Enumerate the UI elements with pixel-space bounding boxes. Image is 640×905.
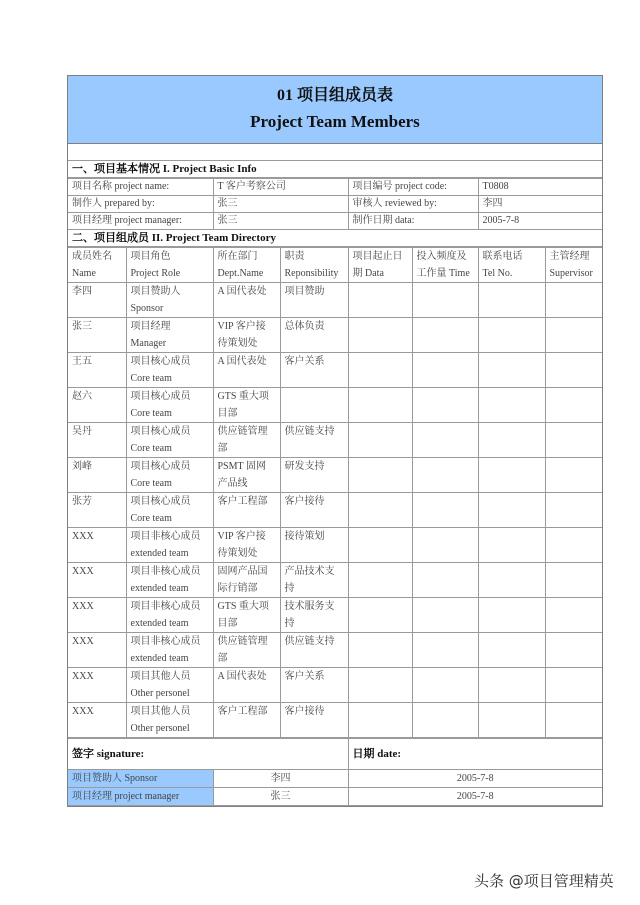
signature-label: 签字 signature: bbox=[68, 739, 348, 770]
section-directory-title: 二、项目组成员 II. Project Team Directory bbox=[68, 230, 602, 247]
member-workload bbox=[412, 528, 478, 563]
member-tel bbox=[478, 283, 545, 318]
member-supervisor bbox=[545, 388, 602, 423]
member-responsibility: 供应链支持 bbox=[280, 423, 348, 458]
member-dates bbox=[348, 388, 412, 423]
table-row bbox=[68, 598, 602, 633]
member-dept: GTS 重大项目部 bbox=[213, 598, 280, 633]
member-role: 项目其他人员 Other personel bbox=[126, 668, 213, 703]
table-row bbox=[68, 458, 602, 493]
info-label: 审核人 reviewed by: bbox=[348, 196, 478, 213]
member-tel bbox=[478, 423, 545, 458]
member-dept: GTS 重大项目部 bbox=[213, 388, 280, 423]
member-tel bbox=[478, 388, 545, 423]
info-row bbox=[68, 179, 602, 196]
member-dates bbox=[348, 493, 412, 528]
member-role: 项目其他人员 Other personel bbox=[126, 703, 213, 738]
member-responsibility: 客户接待 bbox=[280, 493, 348, 528]
table-row bbox=[68, 528, 602, 563]
member-role: 项目核心成员 Core team bbox=[126, 458, 213, 493]
info-value: T0808 bbox=[478, 179, 602, 196]
member-dept: 客户工程部 bbox=[213, 493, 280, 528]
header-responsibility: 职责 Reponsibility bbox=[280, 248, 348, 283]
member-tel bbox=[478, 493, 545, 528]
info-row bbox=[68, 196, 602, 213]
member-dept: 供应链管理部 bbox=[213, 633, 280, 668]
header-workload: 投入频度及 工作量 Time bbox=[412, 248, 478, 283]
watermark-text: 头条 @项目管理精英 bbox=[474, 872, 614, 890]
member-name: 李四 bbox=[68, 283, 126, 318]
table-row bbox=[68, 703, 602, 738]
member-responsibility: 产品技术支持 bbox=[280, 563, 348, 598]
member-supervisor bbox=[545, 353, 602, 388]
member-role: 项目经理 Manager bbox=[126, 318, 213, 353]
member-workload bbox=[412, 563, 478, 598]
info-value: 2005-7-8 bbox=[478, 213, 602, 230]
member-tel bbox=[478, 353, 545, 388]
member-tel bbox=[478, 703, 545, 738]
member-workload bbox=[412, 318, 478, 353]
member-dept: A 国代表处 bbox=[213, 668, 280, 703]
member-tel bbox=[478, 633, 545, 668]
signature-role: 项目经理 project manager bbox=[68, 788, 213, 806]
member-tel bbox=[478, 668, 545, 703]
member-workload bbox=[412, 703, 478, 738]
signature-date: 2005-7-8 bbox=[348, 770, 602, 788]
table-row bbox=[68, 493, 602, 528]
member-role: 项目核心成员 Core team bbox=[126, 388, 213, 423]
member-dates bbox=[348, 458, 412, 493]
member-supervisor bbox=[545, 318, 602, 353]
member-workload bbox=[412, 493, 478, 528]
member-name: 刘峰 bbox=[68, 458, 126, 493]
title-english: Project Team Members bbox=[250, 112, 420, 131]
title-chinese: 01 项目组成员表 bbox=[276, 87, 393, 104]
member-workload bbox=[412, 283, 478, 318]
member-dates bbox=[348, 563, 412, 598]
member-workload bbox=[412, 353, 478, 388]
info-value: T 客户考察公司 bbox=[213, 179, 348, 196]
member-supervisor bbox=[545, 423, 602, 458]
member-role: 项目核心成员 Core team bbox=[126, 493, 213, 528]
info-label: 制作日期 data: bbox=[348, 213, 478, 230]
member-name: XXX bbox=[68, 703, 126, 738]
info-value: 张三 bbox=[213, 196, 348, 213]
member-role: 项目核心成员 Core team bbox=[126, 353, 213, 388]
member-workload bbox=[412, 598, 478, 633]
member-responsibility: 研发支持 bbox=[280, 458, 348, 493]
member-dates bbox=[348, 598, 412, 633]
member-name: XXX bbox=[68, 528, 126, 563]
member-role: 项目赞助人 Sponsor bbox=[126, 283, 213, 318]
member-tel bbox=[478, 318, 545, 353]
member-tel bbox=[478, 598, 545, 633]
info-label: 项目名称 project name: bbox=[68, 179, 213, 196]
member-name: 张芳 bbox=[68, 493, 126, 528]
member-name: XXX bbox=[68, 668, 126, 703]
member-name: 张三 bbox=[68, 318, 126, 353]
member-supervisor bbox=[545, 633, 602, 668]
table-row bbox=[68, 388, 602, 423]
member-dept: VIP 客户接待策划处 bbox=[213, 318, 280, 353]
info-value: 李四 bbox=[478, 196, 602, 213]
member-dept: VIP 客户接待策划处 bbox=[213, 528, 280, 563]
member-responsibility: 客户关系 bbox=[280, 668, 348, 703]
member-responsibility: 项目赞助 bbox=[280, 283, 348, 318]
member-role: 项目核心成员 Core team bbox=[126, 423, 213, 458]
member-responsibility: 供应链支持 bbox=[280, 633, 348, 668]
header-dates: 项目起止日 期 Data bbox=[348, 248, 412, 283]
table-row bbox=[68, 423, 602, 458]
table-row bbox=[68, 283, 602, 318]
member-supervisor bbox=[545, 458, 602, 493]
table-row bbox=[68, 353, 602, 388]
signature-name: 李四 bbox=[213, 770, 348, 788]
member-dept: 供应链管理部 bbox=[213, 423, 280, 458]
table-row bbox=[68, 318, 602, 353]
info-label: 制作人 prepared by: bbox=[68, 196, 213, 213]
member-role: 项目非核心成员 extended team bbox=[126, 598, 213, 633]
member-responsibility: 总体负责 bbox=[280, 318, 348, 353]
member-role: 项目非核心成员 extended team bbox=[126, 528, 213, 563]
member-responsibility: 客户关系 bbox=[280, 353, 348, 388]
header-dept: 所在部门 Dept.Name bbox=[213, 248, 280, 283]
team-directory-table bbox=[68, 247, 602, 738]
member-dates bbox=[348, 668, 412, 703]
signature-table bbox=[68, 738, 602, 806]
member-dates bbox=[348, 703, 412, 738]
member-dept: A 国代表处 bbox=[213, 283, 280, 318]
signature-row bbox=[68, 788, 602, 806]
member-dept: 固网产品国际行销部 bbox=[213, 563, 280, 598]
date-label: 日期 date: bbox=[348, 739, 602, 770]
member-tel bbox=[478, 528, 545, 563]
member-tel bbox=[478, 458, 545, 493]
member-dates bbox=[348, 318, 412, 353]
member-workload bbox=[412, 458, 478, 493]
member-supervisor bbox=[545, 563, 602, 598]
basic-info-table bbox=[68, 178, 602, 230]
signature-header-row bbox=[68, 739, 602, 770]
member-dept: A 国代表处 bbox=[213, 353, 280, 388]
header-supervisor: 主管经理 Supervisor bbox=[545, 248, 602, 283]
member-responsibility bbox=[280, 388, 348, 423]
section-basic-info-title: 一、项目基本情况 I. Project Basic Info bbox=[68, 161, 602, 178]
member-responsibility: 技术服务支持 bbox=[280, 598, 348, 633]
member-name: 赵六 bbox=[68, 388, 126, 423]
member-supervisor bbox=[545, 703, 602, 738]
member-workload bbox=[412, 633, 478, 668]
header-tel: 联系电话 Tel No. bbox=[478, 248, 545, 283]
member-tel bbox=[478, 563, 545, 598]
directory-body bbox=[68, 283, 602, 738]
member-dates bbox=[348, 528, 412, 563]
signature-date: 2005-7-8 bbox=[348, 788, 602, 806]
member-dates bbox=[348, 423, 412, 458]
member-name: XXX bbox=[68, 633, 126, 668]
header-role: 项目角色 Project Role bbox=[126, 248, 213, 283]
info-label: 项目经理 project manager: bbox=[68, 213, 213, 230]
member-supervisor bbox=[545, 283, 602, 318]
member-role: 项目非核心成员 extended team bbox=[126, 633, 213, 668]
member-responsibility: 接待策划 bbox=[280, 528, 348, 563]
member-responsibility: 客户接待 bbox=[280, 703, 348, 738]
info-label: 项目编号 project code: bbox=[348, 179, 478, 196]
signature-row bbox=[68, 770, 602, 788]
member-role: 项目非核心成员 extended team bbox=[126, 563, 213, 598]
member-name: 王五 bbox=[68, 353, 126, 388]
member-name: 吴丹 bbox=[68, 423, 126, 458]
table-row bbox=[68, 563, 602, 598]
project-team-document bbox=[67, 75, 603, 807]
member-dept: PSMT 固网产品线 bbox=[213, 458, 280, 493]
member-dates bbox=[348, 633, 412, 668]
member-dates bbox=[348, 353, 412, 388]
directory-header-row bbox=[68, 248, 602, 283]
member-workload bbox=[412, 668, 478, 703]
member-dates bbox=[348, 283, 412, 318]
member-supervisor bbox=[545, 668, 602, 703]
member-workload bbox=[412, 388, 478, 423]
member-dept: 客户工程部 bbox=[213, 703, 280, 738]
title-banner bbox=[68, 76, 602, 144]
info-row bbox=[68, 213, 602, 230]
member-name: XXX bbox=[68, 598, 126, 633]
header-name: 成员姓名 Name bbox=[68, 248, 126, 283]
table-row bbox=[68, 668, 602, 703]
member-supervisor bbox=[545, 598, 602, 633]
member-supervisor bbox=[545, 493, 602, 528]
info-value: 张三 bbox=[213, 213, 348, 230]
signature-block bbox=[68, 738, 602, 807]
signature-role: 项目赞助人 Sponsor bbox=[68, 770, 213, 788]
spacer-row bbox=[68, 144, 602, 161]
member-workload bbox=[412, 423, 478, 458]
member-supervisor bbox=[545, 528, 602, 563]
table-row bbox=[68, 633, 602, 668]
signature-name: 张三 bbox=[213, 788, 348, 806]
member-name: XXX bbox=[68, 563, 126, 598]
